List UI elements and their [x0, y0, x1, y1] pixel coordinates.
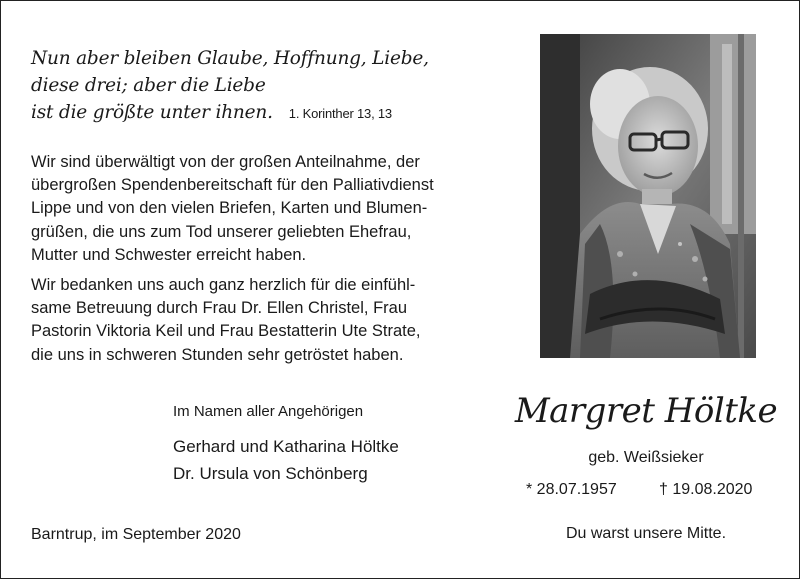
- paragraph-line: Lippe und von den vielen Briefen, Karten und Blumen-: [31, 199, 428, 218]
- portrait-photo-icon: [540, 34, 756, 358]
- paragraph-line: die uns in schweren Stunden sehr getröstet haben.: [31, 345, 404, 364]
- verse-reference: 1. Korinther 13, 13: [288, 106, 392, 121]
- deceased-name: Margret Höltke: [514, 391, 778, 431]
- verse-line-2: diese drei; aber die Liebe: [31, 75, 266, 96]
- place-date: Barntrup, im September 2020: [31, 526, 241, 543]
- paragraph-line: Wir bedanken uns auch ganz herzlich für die einfühl-: [31, 276, 416, 294]
- family-name-line: Dr. Ursula von Schönberg: [173, 464, 368, 483]
- paragraph-line: übergroßen Spendenbereitschaft für den Palliativdienst: [31, 176, 434, 195]
- family-intro: Im Namen aller Angehörigen: [173, 403, 364, 420]
- verse-line-3: [31, 99, 392, 127]
- paragraph-line: Pastorin Viktoria Keil und Frau Bestatterin Ute Strate,: [31, 322, 421, 341]
- portrait-photo: [540, 34, 756, 358]
- death-date: † 19.08.2020: [659, 481, 753, 498]
- verse-line-3-text: ist die größte unter ihnen.: [31, 102, 273, 123]
- paragraph-line: grüßen, die uns zum Tod unserer geliebten Ehefrau,: [31, 222, 412, 241]
- paragraph-line: same Betreuung durch Frau Dr. Ellen Christel, Frau: [31, 299, 407, 318]
- birth-date: * 28.07.1957: [526, 481, 617, 498]
- thanks-paragraph-2: [31, 274, 420, 367]
- maiden-name: geb. Weißsieker: [588, 449, 704, 466]
- verse-line-1: Nun aber bleiben Glaube, Hoffnung, Liebe,: [31, 48, 429, 69]
- paragraph-line: Mutter und Schwester erreicht haben.: [31, 245, 307, 264]
- family-names: [173, 433, 399, 487]
- closing-line: Du warst unsere Mitte.: [565, 525, 727, 542]
- paragraph-line: Wir sind überwältigt von der großen Anteilnahme, der: [31, 153, 420, 171]
- family-name-line: Gerhard und Katharina Höltke: [173, 437, 399, 456]
- thanks-paragraph-1: [31, 151, 434, 267]
